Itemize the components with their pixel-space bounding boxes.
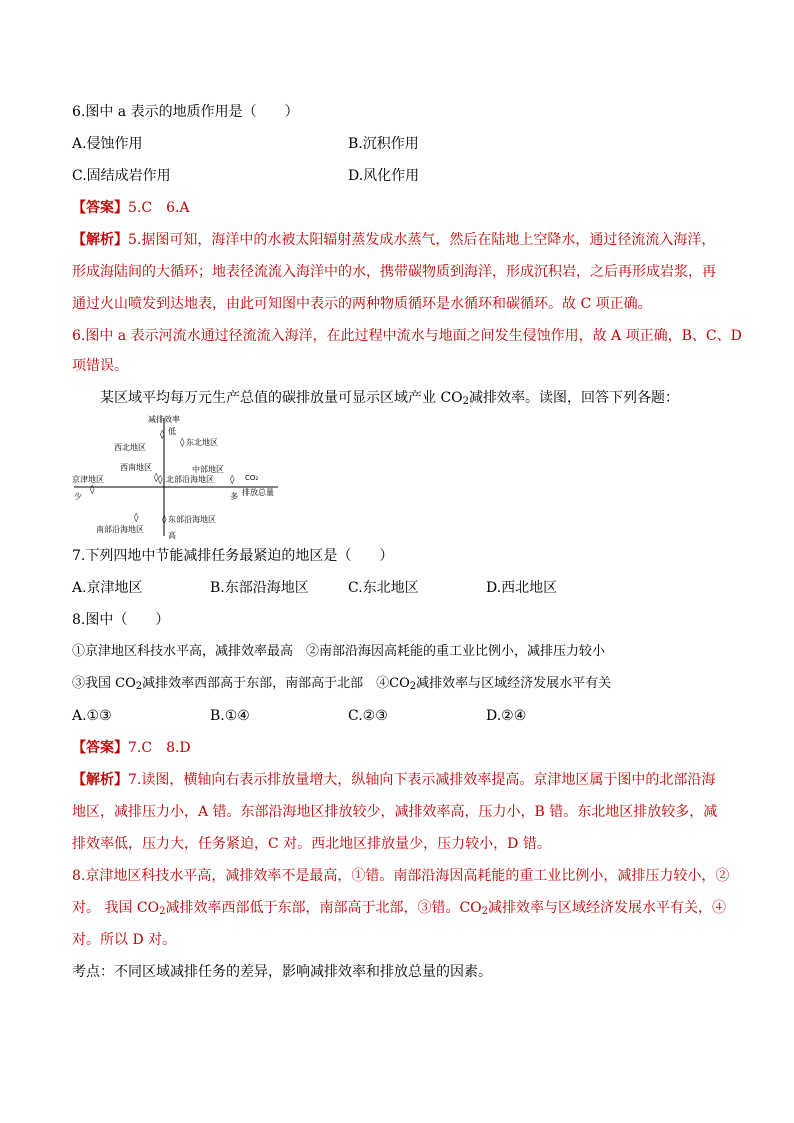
region-jingjin-label: 京津地区 [72, 475, 104, 484]
answer-text: 7.C 8.D [128, 740, 191, 756]
q6-option-d: D.风化作用 [348, 168, 420, 184]
region-east-coast [162, 514, 216, 525]
diamond-icon: ◊ [230, 475, 235, 485]
q8-statement-3-4 [72, 674, 611, 694]
region-north-coast [158, 474, 214, 485]
q6-option-c: C.固结成岩作用 [72, 168, 171, 184]
region-northeast-label: 东北地区 [186, 438, 218, 447]
answer-tag: 【答案】 [72, 200, 128, 216]
q8-s3sub: 2 [135, 681, 143, 692]
answer-tag: 【答案】 [72, 740, 128, 756]
diamond-icon: ◊ [158, 475, 163, 485]
diamond-icon: ◊ [162, 515, 167, 525]
yaxis-top-label: 减排效率 [148, 415, 180, 424]
q7-option-d: D.西北地区 [486, 580, 558, 596]
region-northwest-label: 西北地区 [114, 443, 146, 452]
q8-s4sub: 2 [409, 681, 417, 692]
intro-after: 减排效率。读图，回答下列各题： [469, 390, 680, 406]
region-east-coast-label: 东部沿海地区 [168, 515, 216, 524]
analysis2-line5sub: 2 [159, 906, 166, 917]
diamond-icon: ◊ [134, 513, 139, 523]
q8-option-b: B.①④ [210, 708, 250, 724]
q8-s3a: ③我国 CO [72, 676, 136, 691]
analysis2-line5a: 对。 我国 CO [72, 900, 160, 916]
q6-option-b: B.沉积作用 [348, 136, 419, 152]
xaxis-label-co2: CO₂ [245, 474, 259, 482]
region-southwest-label: 西南地区 [120, 463, 152, 472]
low-label: 低 [168, 427, 176, 436]
q8-option-a: A.①③ [72, 708, 112, 724]
region-southwest [120, 462, 159, 483]
high-label: 高 [168, 531, 176, 540]
q7-option-a: A.京津地区 [72, 580, 143, 596]
q6-stem: 6.图中 a 表示的地质作用是（ ） [72, 104, 299, 120]
co2-diagram [70, 412, 290, 540]
analysis2-line-6: 对。所以 D 对。 [72, 932, 177, 948]
region-north-coast-label: 北部沿海地区 [166, 475, 214, 484]
less-label: 少 [74, 492, 82, 501]
q6-option-a: A.侵蚀作用 [72, 136, 143, 152]
analysis2-line5sub2: 2 [481, 906, 489, 917]
q7-option-b: B.东部沿海地区 [210, 580, 309, 596]
kaodian: 考点：不同区域减排任务的差异，影响减排效率和排放总量的因素。 [72, 964, 492, 980]
analysis2-text: 7.读图，横轴向右表示排放量增大，纵轴向下表示减排效率提高。京津地区属于图中的北部沿海 [128, 772, 716, 788]
q7-stem: 7.下列四地中节能减排任务最紧迫的地区是（ ） [72, 548, 394, 564]
diamond-icon: ◊ [90, 485, 95, 495]
analysis-line-1 [72, 230, 715, 250]
analysis2-line-4: 8.京津地区科技水平高，减排效率不是最高，①错。南部沿海因高耗能的重工业比例小，减排压力较小，② [72, 868, 730, 884]
q8-s3b: 减排效率西部高于东部，南部高于北部 ④CO [142, 676, 410, 691]
q8-s4b: 减排效率与区域经济发展水平有关 [416, 676, 612, 691]
diamond-icon: ◊ [154, 473, 159, 483]
analysis-tag: 【解析】 [72, 232, 128, 248]
region-northwest [114, 429, 165, 452]
analysis2-line-2: 地区，减排压力小，A 错。东部沿海地区排放较少，减排效率高，压力小，B 错。东北地区排放较多，减 [72, 804, 718, 820]
answer-line-2 [72, 738, 191, 758]
analysis2-line-1 [72, 770, 715, 790]
q8-stem: 8.图中（ ） [72, 612, 170, 628]
analysis-line-4: 6.图中 a 表示河流水通过径流流入海洋，在此过程中流水与地面之间发生侵蚀作用，故 A 项正确，B、C、D [72, 328, 742, 344]
answer-line-1 [72, 198, 190, 218]
region-northeast [180, 437, 218, 448]
q8-option-c: C.②③ [348, 708, 388, 724]
xaxis-label-total: 排放总量 [242, 488, 274, 497]
analysis2-line5c: 减排效率与区域经济发展水平有关，④ [488, 900, 727, 916]
region-south-coast [96, 512, 144, 534]
analysis2-line5b: 减排效率西部低于东部，南部高于北部，③错。CO [165, 900, 482, 916]
region-central-label: 中部地区 [192, 465, 224, 474]
analysis-line-5: 项错误。 [72, 358, 128, 374]
analysis-tag: 【解析】 [72, 772, 128, 788]
answer-text: 5.C 6.A [128, 200, 190, 216]
diamond-icon: ◊ [160, 430, 165, 440]
intro-text [100, 388, 679, 408]
analysis2-line-3: 排效率低，压力大，任务紧迫，C 对。西北地区排放量少，压力较小，D 错。 [72, 836, 551, 852]
analysis-text: 5.据图可知，海洋中的水被太阳辐射蒸发成水蒸气，然后在陆地上空降水，通过径流流入海洋， [128, 232, 716, 248]
q8-option-d: D.②④ [486, 708, 527, 724]
more-label: 多 [230, 492, 238, 501]
diamond-icon: ◊ [180, 438, 185, 448]
analysis-line-3: 通过火山喷发到达地表，由此可知图中表示的两种物质循环是水循环和碳循环。故 C 项正确。 [72, 296, 652, 312]
q7-option-c: C.东北地区 [348, 580, 419, 596]
analysis2-line-5 [72, 898, 726, 918]
intro-sub: 2 [462, 396, 470, 407]
intro-before: 某区域平均每万元生产总值的碳排放量可显示区域产业 CO [100, 390, 463, 406]
analysis-line-2: 形成海陆间的大循环；地表径流流入海洋中的水，携带碳物质到海洋，形成沉积岩，之后再形成岩浆，再 [72, 264, 716, 280]
region-south-coast-label: 南部沿海地区 [96, 525, 144, 534]
q8-statement-1-2: ①京津地区科技水平高，减排效率最高 ②南部沿海因高耗能的重工业比例小，减排压力较小 [72, 644, 606, 659]
